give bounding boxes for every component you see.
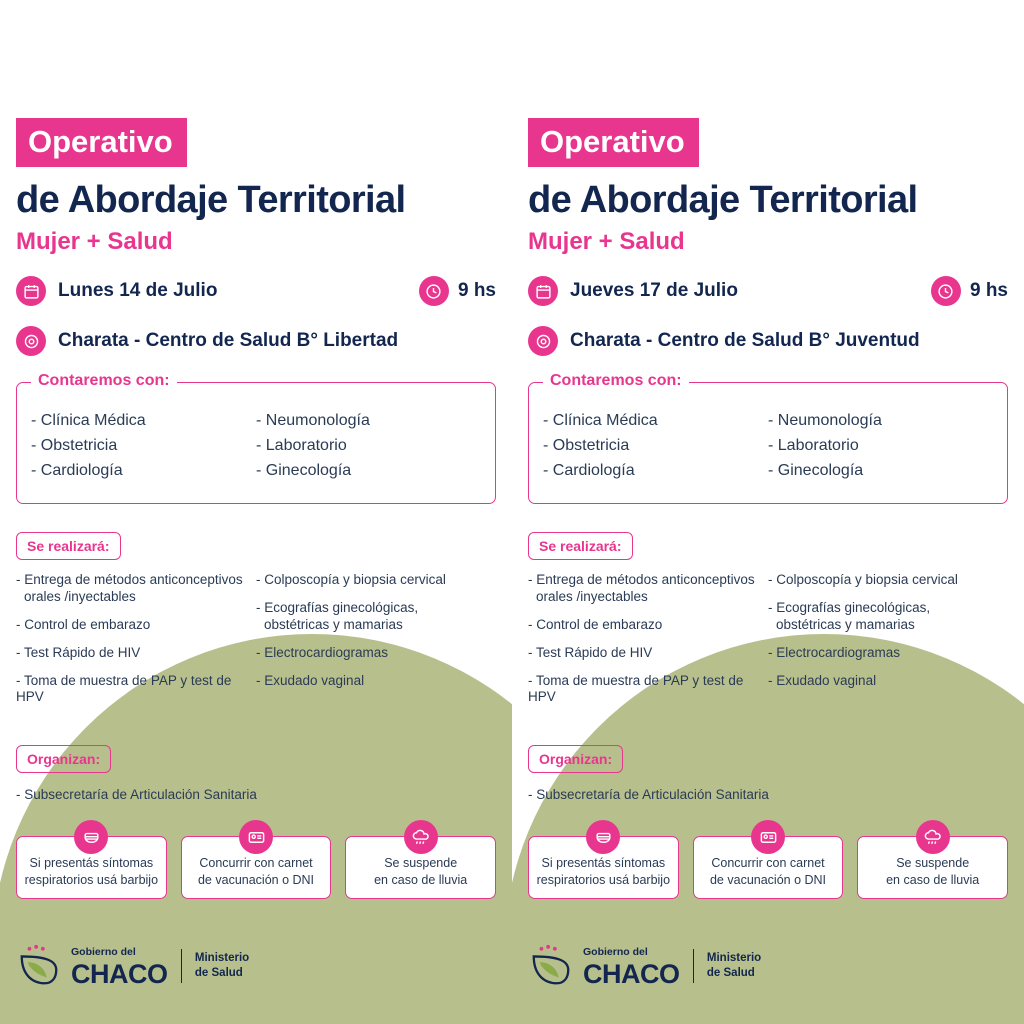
calendar-icon [16,276,46,306]
list-item: - Laboratorio [768,437,859,454]
note-line1: Si presentás síntomas [29,856,154,871]
list-item: - Exudado vaginal [768,672,877,688]
notes-row [528,836,1008,899]
footer-logo [528,943,1008,989]
list-item: - Ginecología [256,462,352,479]
specialties-grid [31,405,481,487]
list-item-line1: - Ecografías ginecológicas, [256,599,419,615]
operativo-badge: Operativo [16,118,187,167]
specialties-box [528,372,1008,504]
note-card [16,836,167,899]
list-item: - Colposcopía y biopsia cervical [256,572,446,587]
list-item [256,600,486,634]
organizer-item: - Subsecretaría de Articulación Sanitaria [528,787,769,803]
note-line2: respiratorios usá barbijo [24,872,159,887]
specialties-column-left [31,405,256,487]
specialties-legend: Contaremos con: [31,372,177,390]
chaco-logo-icon [16,943,62,989]
organizers-tag: Organizan: [528,745,623,773]
logo-divider [693,949,694,983]
note-line1: Se suspende [896,856,970,871]
list-item: - Ginecología [768,462,864,479]
list-item: - Control de embarazo [16,616,151,632]
location-text: Charata - Centro de Salud B° Libertad [58,330,399,351]
ministry-line1: Ministerio [706,952,762,965]
list-item [768,600,998,634]
procedures-grid [528,572,1008,717]
procedures-column-left [16,572,256,717]
procedures-grid [16,572,496,717]
list-item-line2: obstétricas y mamarias [264,616,403,632]
specialties-column-right [256,405,481,487]
note-card [181,836,332,899]
note-line1: Concurrir con carnet [199,856,313,871]
date-text: Jueves 17 de Julio [570,280,738,301]
list-item [528,572,758,606]
location-pin-icon [16,326,46,356]
note-card [345,836,496,899]
rain-cloud-icon [404,820,438,854]
list-item: - Clínica Médica [543,412,658,429]
list-item: - Colposcopía y biopsia cervical [768,572,958,587]
time-group [419,276,496,306]
location-text: Charata - Centro de Salud B° Juventud [570,330,920,351]
list-item-line1: - Entrega de métodos anticonceptivos [528,572,755,587]
list-item: - Exudado vaginal [256,672,365,688]
ministry-line2: de Salud [194,966,243,979]
list-item: - Electrocardiogramas [768,644,901,660]
specialties-grid [543,405,993,487]
page-title: de Abordaje Territorial [16,179,406,221]
note-card [857,836,1008,899]
specialties-box [16,372,496,504]
location-row [16,326,496,356]
organizers-tag: Organizan: [16,745,111,773]
list-item: - Test Rápido de HIV [528,644,653,660]
ministry-text [707,951,761,980]
list-item-line1: - Entrega de métodos anticonceptivos [16,572,243,587]
time-group [931,276,1008,306]
operativo-badge: Operativo [528,118,699,167]
calendar-icon [528,276,558,306]
flyer-right [512,0,1024,1024]
id-card-icon [751,820,785,854]
list-item-line1: - Ecografías ginecológicas, [768,599,931,615]
list-item: - Obstetricia [31,437,118,454]
specialties-column-right [768,405,993,487]
list-item: - Neumonología [256,412,370,429]
logo-text-block [583,943,680,988]
clock-icon [419,276,449,306]
procedures-column-right [256,572,496,717]
list-item: - Cardiología [543,462,635,479]
date-row [16,276,496,306]
note-line2: respiratorios usá barbijo [536,872,671,887]
list-item: - Toma de muestra de PAP y test de HPV [16,672,232,705]
logo-gobierno-text: Gobierno del [583,946,648,959]
page-title: de Abordaje Territorial [528,179,918,221]
list-item: - Obstetricia [543,437,630,454]
list-item: - Clínica Médica [31,412,146,429]
list-item: - Neumonología [768,412,882,429]
logo-chaco-text: CHACO [583,959,680,990]
note-line1: Concurrir con carnet [711,856,825,871]
list-item: - Control de embarazo [528,616,663,632]
ministry-line1: Ministerio [194,952,250,965]
procedures-tag: Se realizará: [16,532,121,560]
ministry-text [195,951,249,980]
note-line2: de vacunación o DNI [709,872,827,887]
specialties-legend: Contaremos con: [543,372,689,390]
mask-icon [74,820,108,854]
date-text: Lunes 14 de Julio [58,280,218,301]
logo-gobierno-text: Gobierno del [71,946,136,959]
time-text: 9 hs [457,280,496,301]
list-item-line2: orales /inyectables [536,588,648,604]
procedures-tag: Se realizará: [528,532,633,560]
list-item: - Toma de muestra de PAP y test de HPV [528,672,744,705]
flyer-content [512,0,1024,989]
note-card [693,836,844,899]
list-item [16,572,246,606]
id-card-icon [239,820,273,854]
note-line2: en caso de lluvia [886,872,980,887]
organizer-item: - Subsecretaría de Articulación Sanitaria [16,787,257,803]
note-line1: Si presentás síntomas [541,856,666,871]
rain-cloud-icon [916,820,950,854]
list-item: - Electrocardiogramas [256,644,389,660]
chaco-logo-icon [528,943,574,989]
specialties-column-left [543,405,768,487]
logo-chaco-text: CHACO [71,959,168,990]
note-line2: de vacunación o DNI [197,872,315,887]
list-item-line2: orales /inyectables [24,588,136,604]
note-line1: Se suspende [384,856,458,871]
list-item: - Test Rápido de HIV [16,644,141,660]
ministry-line2: de Salud [706,966,755,979]
page-subtitle: Mujer + Salud [528,228,685,255]
notes-row [16,836,496,899]
logo-divider [181,949,182,983]
clock-icon [931,276,961,306]
list-item: - Cardiología [31,462,123,479]
note-card [528,836,679,899]
mask-icon [586,820,620,854]
flyer-content [0,0,512,989]
note-line2: en caso de lluvia [374,872,468,887]
footer-logo [16,943,496,989]
procedures-column-right [768,572,1008,717]
location-row [528,326,1008,356]
list-item-line2: obstétricas y mamarias [776,616,915,632]
procedures-column-left [528,572,768,717]
list-item: - Laboratorio [256,437,347,454]
time-text: 9 hs [969,280,1008,301]
page-subtitle: Mujer + Salud [16,228,173,255]
date-row [528,276,1008,306]
location-pin-icon [528,326,558,356]
logo-text-block [71,943,168,988]
